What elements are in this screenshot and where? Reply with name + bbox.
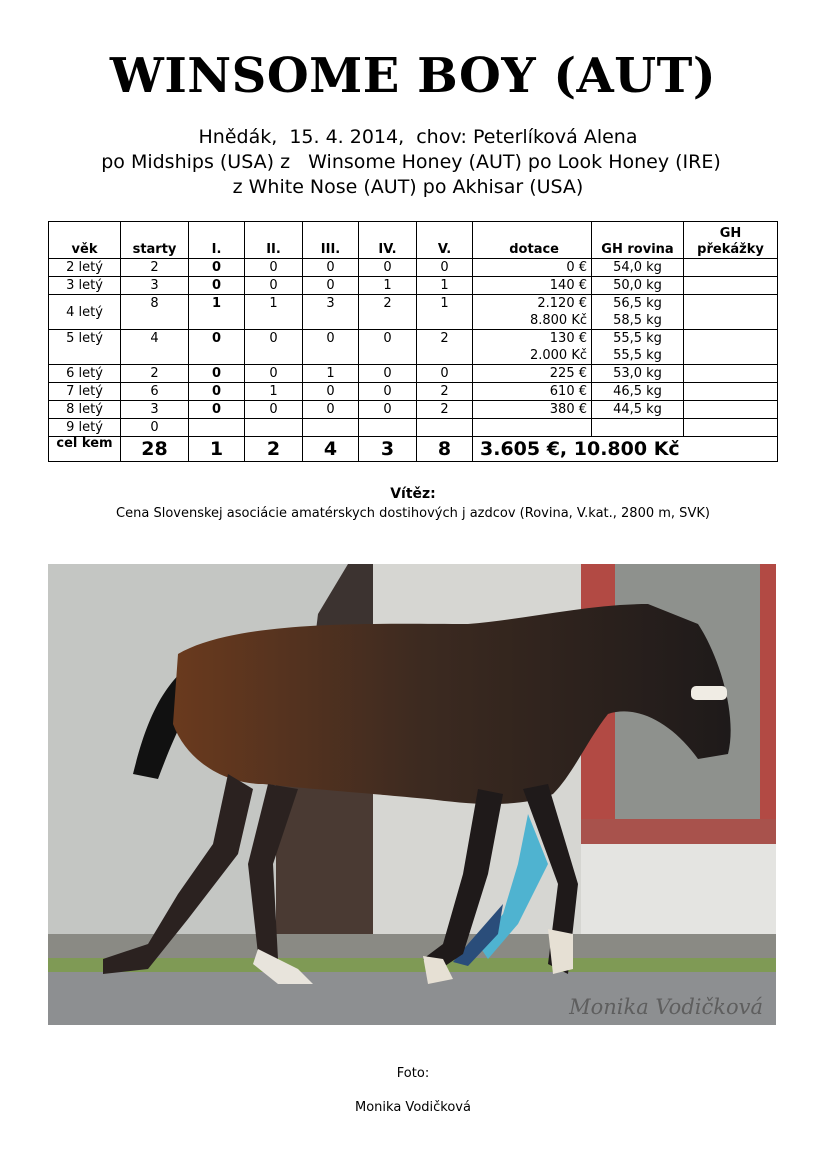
photo-author: Monika Vodičková [355,1100,471,1115]
age-cell: 6 letý [49,365,121,383]
prize-cell-line: 2.120 € [537,296,587,311]
total-first: 1 [189,437,245,462]
column-header: starty [121,222,189,259]
column-header: věk [49,222,121,259]
weight-hurdles-cell [684,419,778,437]
second-place-cell [245,419,303,437]
horse-info-line: Hnědák, 15. 4. 2014, chov: Peterlíková Alena [198,126,638,148]
column-header: IV. [359,222,417,259]
prize-cell [473,401,592,419]
weight-hurdles-cell [684,401,778,419]
total-fourth: 3 [359,437,417,462]
fifth-place-cell: 1 [417,295,473,330]
starts-cell: 8 [121,295,189,330]
winner-heading: Vítěz: [390,486,436,502]
table-row [49,401,778,419]
table-total-row [49,437,778,462]
weight-flat-cell [592,419,684,437]
first-place-cell: 1 [189,295,245,330]
second-place-cell: 0 [245,330,303,365]
prize-cell-line: 140 € [549,278,587,293]
winner-race: Cena Slovenskej asociácie amatérskych dostihových j azdcov (Rovina, V.kat., 2800 m, SVK) [116,506,710,521]
age-cell: 9 letý [49,419,121,437]
column-header: GH překážky [684,222,778,259]
third-place-cell: 0 [303,401,359,419]
second-place-cell: 1 [245,295,303,330]
weight-flat-cell [592,330,684,365]
prize-cell-line: 225 € [549,366,587,381]
total-starts: 28 [121,437,189,462]
fourth-place-cell: 2 [359,295,417,330]
fifth-place-cell: 2 [417,330,473,365]
column-header: GH rovina [592,222,684,259]
starts-cell: 3 [121,277,189,295]
third-place-cell [303,419,359,437]
table-row [49,277,778,295]
fourth-place-cell: 0 [359,401,417,419]
fifth-place-cell: 1 [417,277,473,295]
table-row [49,259,778,277]
second-place-cell: 0 [245,277,303,295]
weight-flat-cell-line: 53,0 kg [613,366,662,381]
weight-hurdles-cell [684,383,778,401]
third-place-cell: 0 [303,383,359,401]
horse-photo [48,564,776,1025]
total-second: 2 [245,437,303,462]
third-place-cell: 1 [303,365,359,383]
fourth-place-cell [359,419,417,437]
age-cell: 7 letý [49,383,121,401]
prize-cell [473,419,592,437]
starts-cell: 2 [121,365,189,383]
weight-flat-cell-line: 54,0 kg [613,260,662,275]
prize-cell-line: 130 € [549,331,587,346]
photo-label: Foto: [396,1066,430,1081]
weight-hurdles-cell [684,259,778,277]
weight-hurdles-cell [684,295,778,330]
table-row [49,295,778,330]
prize-cell-line: 380 € [549,402,587,417]
weight-flat-cell-line: 58,5 kg [613,313,662,328]
total-prize: 3.605 €, 10.800 Kč [473,437,778,462]
column-header: II. [245,222,303,259]
horse-name-title: WINSOME BOY (AUT) [109,48,717,104]
column-header: V. [417,222,473,259]
weight-hurdles-cell [684,277,778,295]
weight-flat-cell-line: 55,5 kg [613,348,662,363]
starts-cell: 3 [121,401,189,419]
column-header: dotace [473,222,592,259]
second-place-cell: 1 [245,383,303,401]
second-place-cell: 0 [245,401,303,419]
weight-flat-cell-line: 50,0 kg [613,278,662,293]
pedigree-line: po Midships (USA) z Winsome Honey (AUT) po Look Honey (IRE) [101,151,721,173]
first-place-cell: 0 [189,277,245,295]
total-fifth: 8 [417,437,473,462]
first-place-cell: 0 [189,259,245,277]
fifth-place-cell: 2 [417,383,473,401]
prize-cell [473,295,592,330]
fifth-place-cell: 0 [417,365,473,383]
table-header-row [49,222,778,259]
prize-cell-line: 2.000 Kč [529,348,587,363]
age-cell: 3 letý [49,277,121,295]
weight-flat-cell-line: 46,5 kg [613,384,662,399]
fourth-place-cell: 0 [359,259,417,277]
fourth-place-cell: 0 [359,365,417,383]
fourth-place-cell: 0 [359,330,417,365]
weight-flat-cell [592,365,684,383]
weight-flat-cell [592,383,684,401]
first-place-cell: 0 [189,401,245,419]
table-row [49,365,778,383]
first-place-cell [189,419,245,437]
second-place-cell: 0 [245,365,303,383]
prize-cell-line: 0 € [566,260,587,275]
weight-hurdles-cell [684,365,778,383]
table-row [49,330,778,365]
third-place-cell: 0 [303,330,359,365]
table-row [49,383,778,401]
weight-flat-cell-line: 55,5 kg [613,331,662,346]
table-row [49,419,778,437]
photo-watermark: Monika Vodičková [569,995,763,1019]
second-place-cell: 0 [245,259,303,277]
column-header: III. [303,222,359,259]
starts-cell: 4 [121,330,189,365]
prize-cell [473,277,592,295]
prize-cell [473,383,592,401]
weight-flat-cell [592,295,684,330]
race-record-table [48,221,778,462]
fifth-place-cell: 0 [417,259,473,277]
weight-flat-cell [592,401,684,419]
weight-hurdles-cell [684,330,778,365]
starts-cell: 2 [121,259,189,277]
prize-cell-line: 8.800 Kč [529,313,587,328]
prize-cell [473,259,592,277]
fifth-place-cell: 2 [417,401,473,419]
starts-cell: 6 [121,383,189,401]
first-place-cell: 0 [189,383,245,401]
pedigree-dam-line: z White Nose (AUT) po Akhisar (USA) [232,176,584,198]
fourth-place-cell: 0 [359,383,417,401]
weight-flat-cell [592,277,684,295]
age-cell: 8 letý [49,401,121,419]
fifth-place-cell [417,419,473,437]
age-cell: 4 letý [49,295,121,330]
first-place-cell: 0 [189,330,245,365]
third-place-cell: 0 [303,259,359,277]
age-cell: 2 letý [49,259,121,277]
prize-cell-line: 610 € [549,384,587,399]
first-place-cell: 0 [189,365,245,383]
starts-cell: 0 [121,419,189,437]
fourth-place-cell: 1 [359,277,417,295]
third-place-cell: 3 [303,295,359,330]
total-third: 4 [303,437,359,462]
prize-cell [473,330,592,365]
weight-flat-cell-line: 44,5 kg [613,402,662,417]
prize-cell [473,365,592,383]
column-header: I. [189,222,245,259]
total-label: cel kem [49,437,121,462]
age-cell: 5 letý [49,330,121,365]
weight-flat-cell-line: 56,5 kg [613,296,662,311]
weight-flat-cell [592,259,684,277]
third-place-cell: 0 [303,277,359,295]
